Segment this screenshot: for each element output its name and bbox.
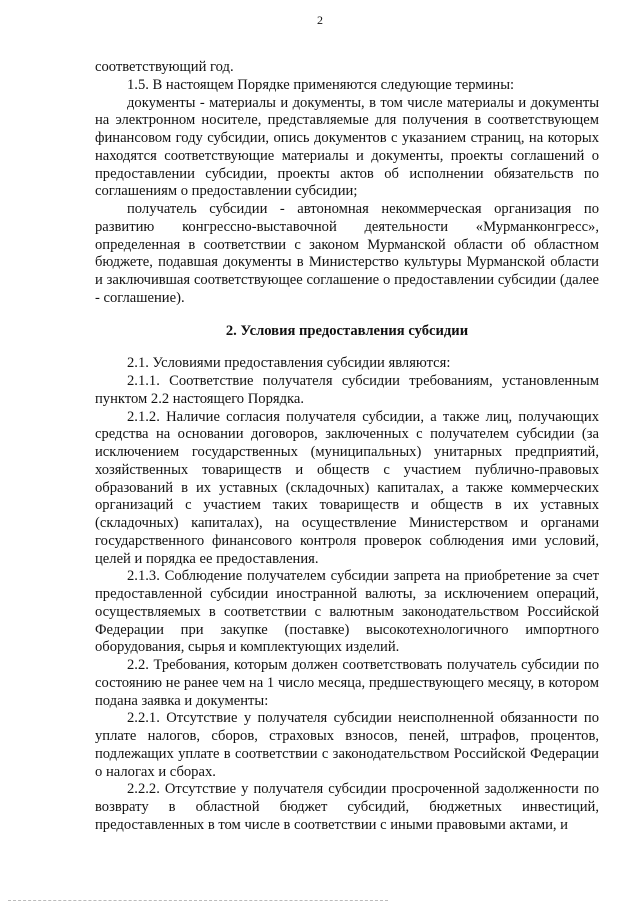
paragraph-2-1-3: 2.1.3. Соблюдение получателем субсидии запрета на приобретение за счет предоставленной субсидии иностранной валюты, за исключением операций, осуществляемых в соответствии с валютным законодательством Российской Федерации при закупке (поставке) высокотехнологичного импортного оборудования, сырья и комплектующих изделий. [95,568,599,656]
paragraph-2-2-1: 2.2.1. Отсутствие у получателя субсидии неисполненной обязанности по уплате налогов, сборов, страховых взносов, пеней, штрафов, процентов, подлежащих уплате в соответствии с законодательством Российской Федерации о налогах и сборах. [95,710,599,780]
paragraph-2-2: 2.2. Требования, которым должен соответствовать получатель субсидии по состоянию не ранее чем на 1 число месяца, предшествующего месяцу, в котором подана заявка и документы: [95,657,599,709]
paragraph-2-1: 2.1. Условиями предоставления субсидии являются: [127,355,451,372]
paragraph-2-1-1: 2.1.1. Соответствие получателя субсидии требованиям, установленным пунктом 2.2 настоящего Порядка. [95,373,599,407]
paragraph-term-recipient: получатель субсидии - автономная некоммерческая организация по развитию конгрессно-выставочной деятельности «Мурманконгресс», определенная в соответствии с законом Мурманской области об областном бюджете, подавшая документы в Министерство культуры Мурманской области и заключившая соответствующее соглашение о предоставлении субсидии (далее - соглашение). [95,201,599,306]
document-body [95,59,599,835]
paragraph-continuation: соответствующий год. [95,59,234,75]
paragraph-2-2-2: 2.2.2. Отсутствие у получателя субсидии просроченной задолженности по возврату в областной бюджет субсидий, бюджетных инвестиций, предоставленных в том числе в соответствии с иными правовыми актами, и [95,781,599,833]
paragraph-2-1-2: 2.1.2. Наличие согласия получателя субсидии, а также лиц, получающих средства на основании договоров, заключенных с получателем субсидии (за исключением государственных (муниципальных) унитарных предприятий, хозяйственных товариществ и обществ с участием публично-правовых образований в их уставных (складочных) капиталах, а также коммерческих организаций с участием таких товариществ и обществ в их уставных (складочных) капиталах), на осуществление Министерством и органами государственного финансового контроля проверок соблюдения ими условий, целей и порядка ее предоставления. [95,408,599,567]
scan-artifact-line [8,900,388,901]
paragraph-1-5: 1.5. В настоящем Порядке применяются следующие термины: [127,76,515,93]
page-number: 2 [317,13,323,27]
paragraph-term-documents: документы - материалы и документы, в том числе материалы и документы на электронном носителе, представляемые для получения в соответствующем финансовом году субсидии, опись документов с указанием страниц, на которых находятся соответствующие материалы и документы, проекты соглашений о предоставлении субсидии, проекты актов об исполнении обязательств по соглашениям о предоставлении субсидии; [95,94,599,200]
section-title: 2. Условия предоставления субсидии [225,322,469,339]
